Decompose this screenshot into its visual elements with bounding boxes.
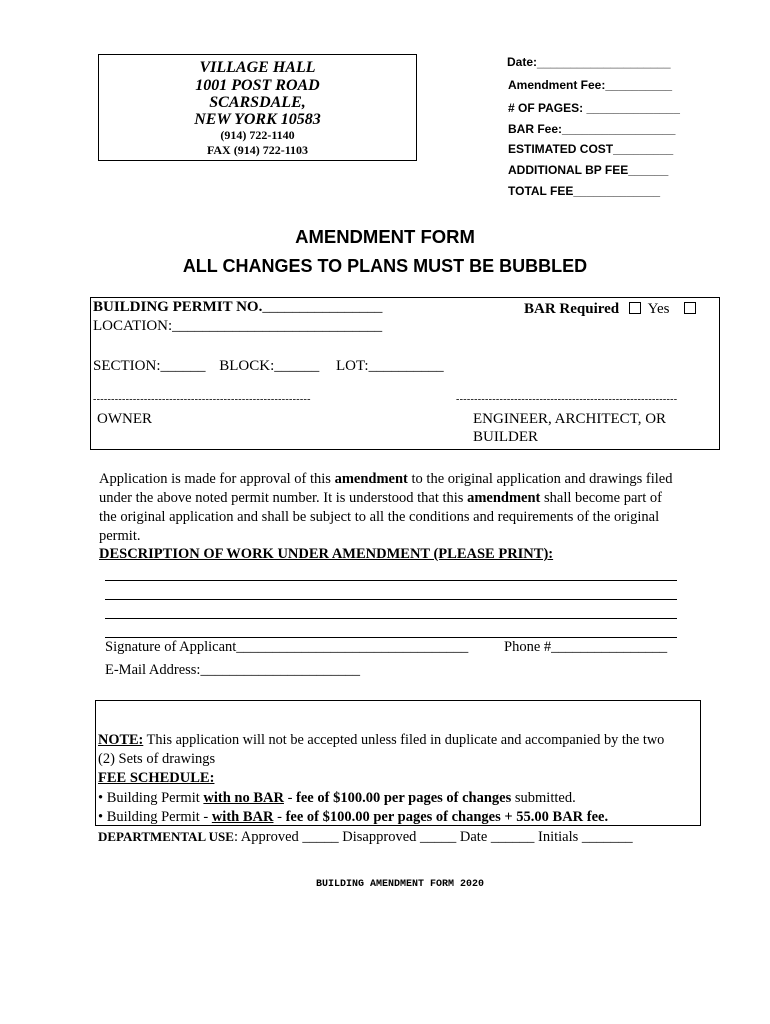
location-blank: ____________________________ bbox=[172, 318, 383, 334]
phone-blank: ________________ bbox=[551, 639, 668, 655]
office-phone: (914) 722-1140 bbox=[220, 128, 295, 142]
fee-schedule-heading: FEE SCHEDULE: bbox=[98, 770, 215, 786]
bar-fee-blank: _________________ bbox=[562, 122, 676, 136]
office-name: VILLAGE HALL bbox=[199, 59, 316, 76]
total-fee-field[interactable] bbox=[508, 184, 660, 198]
bar-fee-label: BAR Fee: bbox=[508, 122, 563, 136]
section-block-lot-row bbox=[93, 358, 444, 375]
description-line-2[interactable] bbox=[105, 599, 677, 600]
departmental-use-label: DEPARTMENTAL USE bbox=[98, 829, 234, 844]
description-line-3[interactable] bbox=[105, 618, 677, 619]
engineer-label-line1: ENGINEER, ARCHITECT, OR bbox=[473, 411, 667, 427]
building-permit-label: BUILDING PERMIT NO. bbox=[93, 299, 263, 315]
description-line-1[interactable] bbox=[105, 580, 677, 581]
application-line-4: permit. bbox=[99, 528, 141, 544]
signature-label: Signature of Applicant bbox=[105, 639, 237, 655]
description-heading: DESCRIPTION OF WORK UNDER AMENDMENT (PLEASE PRINT): bbox=[99, 546, 554, 562]
lot-field[interactable] bbox=[336, 358, 444, 374]
additional-bp-fee-label: ADDITIONAL BP FEE bbox=[508, 163, 629, 177]
pages-blank: ______________ bbox=[586, 101, 680, 115]
lot-blank: __________ bbox=[368, 358, 444, 374]
section-label: SECTION: bbox=[93, 358, 161, 374]
note-line-2: (2) Sets of drawings bbox=[98, 751, 216, 767]
block-label: BLOCK: bbox=[219, 358, 275, 374]
phone-label: Phone # bbox=[504, 639, 552, 655]
pages-label: # OF PAGES: bbox=[508, 101, 584, 115]
amendment-fee-label: Amendment Fee: bbox=[508, 78, 606, 92]
signature-field[interactable] bbox=[105, 639, 468, 656]
bar-required-field bbox=[524, 301, 696, 318]
block-blank: ______ bbox=[274, 358, 320, 374]
application-line-3: the original application and shall be subject to all the conditions and requirements of the original bbox=[99, 509, 660, 525]
date-blank: ____________________ bbox=[537, 55, 671, 69]
estimated-cost-blank: _________ bbox=[613, 142, 674, 156]
description-line-4[interactable] bbox=[105, 637, 677, 638]
estimated-cost-label: ESTIMATED COST bbox=[508, 142, 614, 156]
owner-label: OWNER bbox=[97, 411, 152, 427]
signature-blank: ________________________________ bbox=[236, 639, 469, 655]
email-field[interactable] bbox=[105, 662, 360, 679]
amendment-fee-field[interactable] bbox=[508, 78, 672, 92]
owner-dash-line: ------------------------------------------------------------ bbox=[93, 394, 311, 405]
bar-no-checkbox[interactable] bbox=[684, 302, 696, 314]
amendment-fee-blank: __________ bbox=[605, 78, 673, 92]
office-fax: FAX (914) 722-1103 bbox=[206, 143, 309, 157]
section-blank: ______ bbox=[160, 358, 206, 374]
bar-required-label: BAR Required bbox=[524, 301, 620, 317]
block-field[interactable] bbox=[219, 358, 319, 374]
form-footer: BUILDING AMENDMENT FORM 2020 bbox=[315, 879, 485, 890]
form-title: AMENDMENT FORM bbox=[295, 226, 475, 247]
additional-bp-fee-blank: ______ bbox=[628, 163, 669, 177]
departmental-use-row bbox=[98, 829, 633, 846]
fee-schedule-item-1: • Building Permit with no BAR - fee of $100.00 per pages of changes submitted. bbox=[98, 790, 576, 806]
location-label: LOCATION: bbox=[93, 318, 173, 334]
application-line-1: Application is made for approval of this amendment to the original application and drawings filed bbox=[99, 471, 673, 487]
total-fee-label: TOTAL FEE bbox=[508, 184, 574, 198]
estimated-cost-field[interactable] bbox=[508, 142, 673, 156]
location-field[interactable] bbox=[93, 318, 382, 335]
office-city: SCARSDALE, bbox=[209, 94, 306, 111]
departmental-use-fields: : Approved _____ Disapproved _____ Date ______ Initials _______ bbox=[233, 829, 633, 845]
date-label: Date: bbox=[507, 55, 538, 69]
engineer-label-line2: BUILDER bbox=[473, 429, 538, 445]
note-text: This application will not be accepted unless filed in duplicate and accompanied by the two bbox=[143, 732, 665, 748]
lot-label: LOT: bbox=[336, 358, 369, 374]
office-street: 1001 POST ROAD bbox=[195, 77, 320, 94]
fee-schedule-item-2: • Building Permit - with BAR - fee of $100.00 per pages of changes + 55.00 BAR fee. bbox=[98, 809, 609, 825]
pages-field[interactable] bbox=[508, 101, 680, 115]
bar-yes-label: Yes bbox=[647, 301, 670, 317]
application-line-2: under the above noted permit number. It is understood that this amendment shall become part of bbox=[99, 490, 662, 506]
note-line-1 bbox=[98, 732, 664, 749]
email-blank: ______________________ bbox=[200, 662, 360, 678]
date-field[interactable] bbox=[507, 55, 671, 69]
engineer-dash-line: ------------------------------------------------------------- bbox=[456, 394, 678, 405]
additional-bp-fee-field[interactable] bbox=[508, 163, 668, 177]
form-subtitle: ALL CHANGES TO PLANS MUST BE BUBBLED bbox=[182, 256, 588, 276]
note-label: NOTE: bbox=[98, 732, 144, 748]
section-field[interactable] bbox=[93, 358, 206, 374]
email-label: E-Mail Address: bbox=[105, 662, 201, 678]
bar-fee-field[interactable] bbox=[508, 122, 675, 136]
total-fee-blank: _____________ bbox=[573, 184, 661, 198]
building-permit-blank: ________________ bbox=[262, 299, 383, 315]
building-permit-field[interactable] bbox=[93, 299, 382, 316]
phone-field[interactable] bbox=[504, 639, 667, 656]
office-state-zip: NEW YORK 10583 bbox=[194, 111, 321, 128]
bar-yes-checkbox[interactable] bbox=[629, 302, 641, 314]
